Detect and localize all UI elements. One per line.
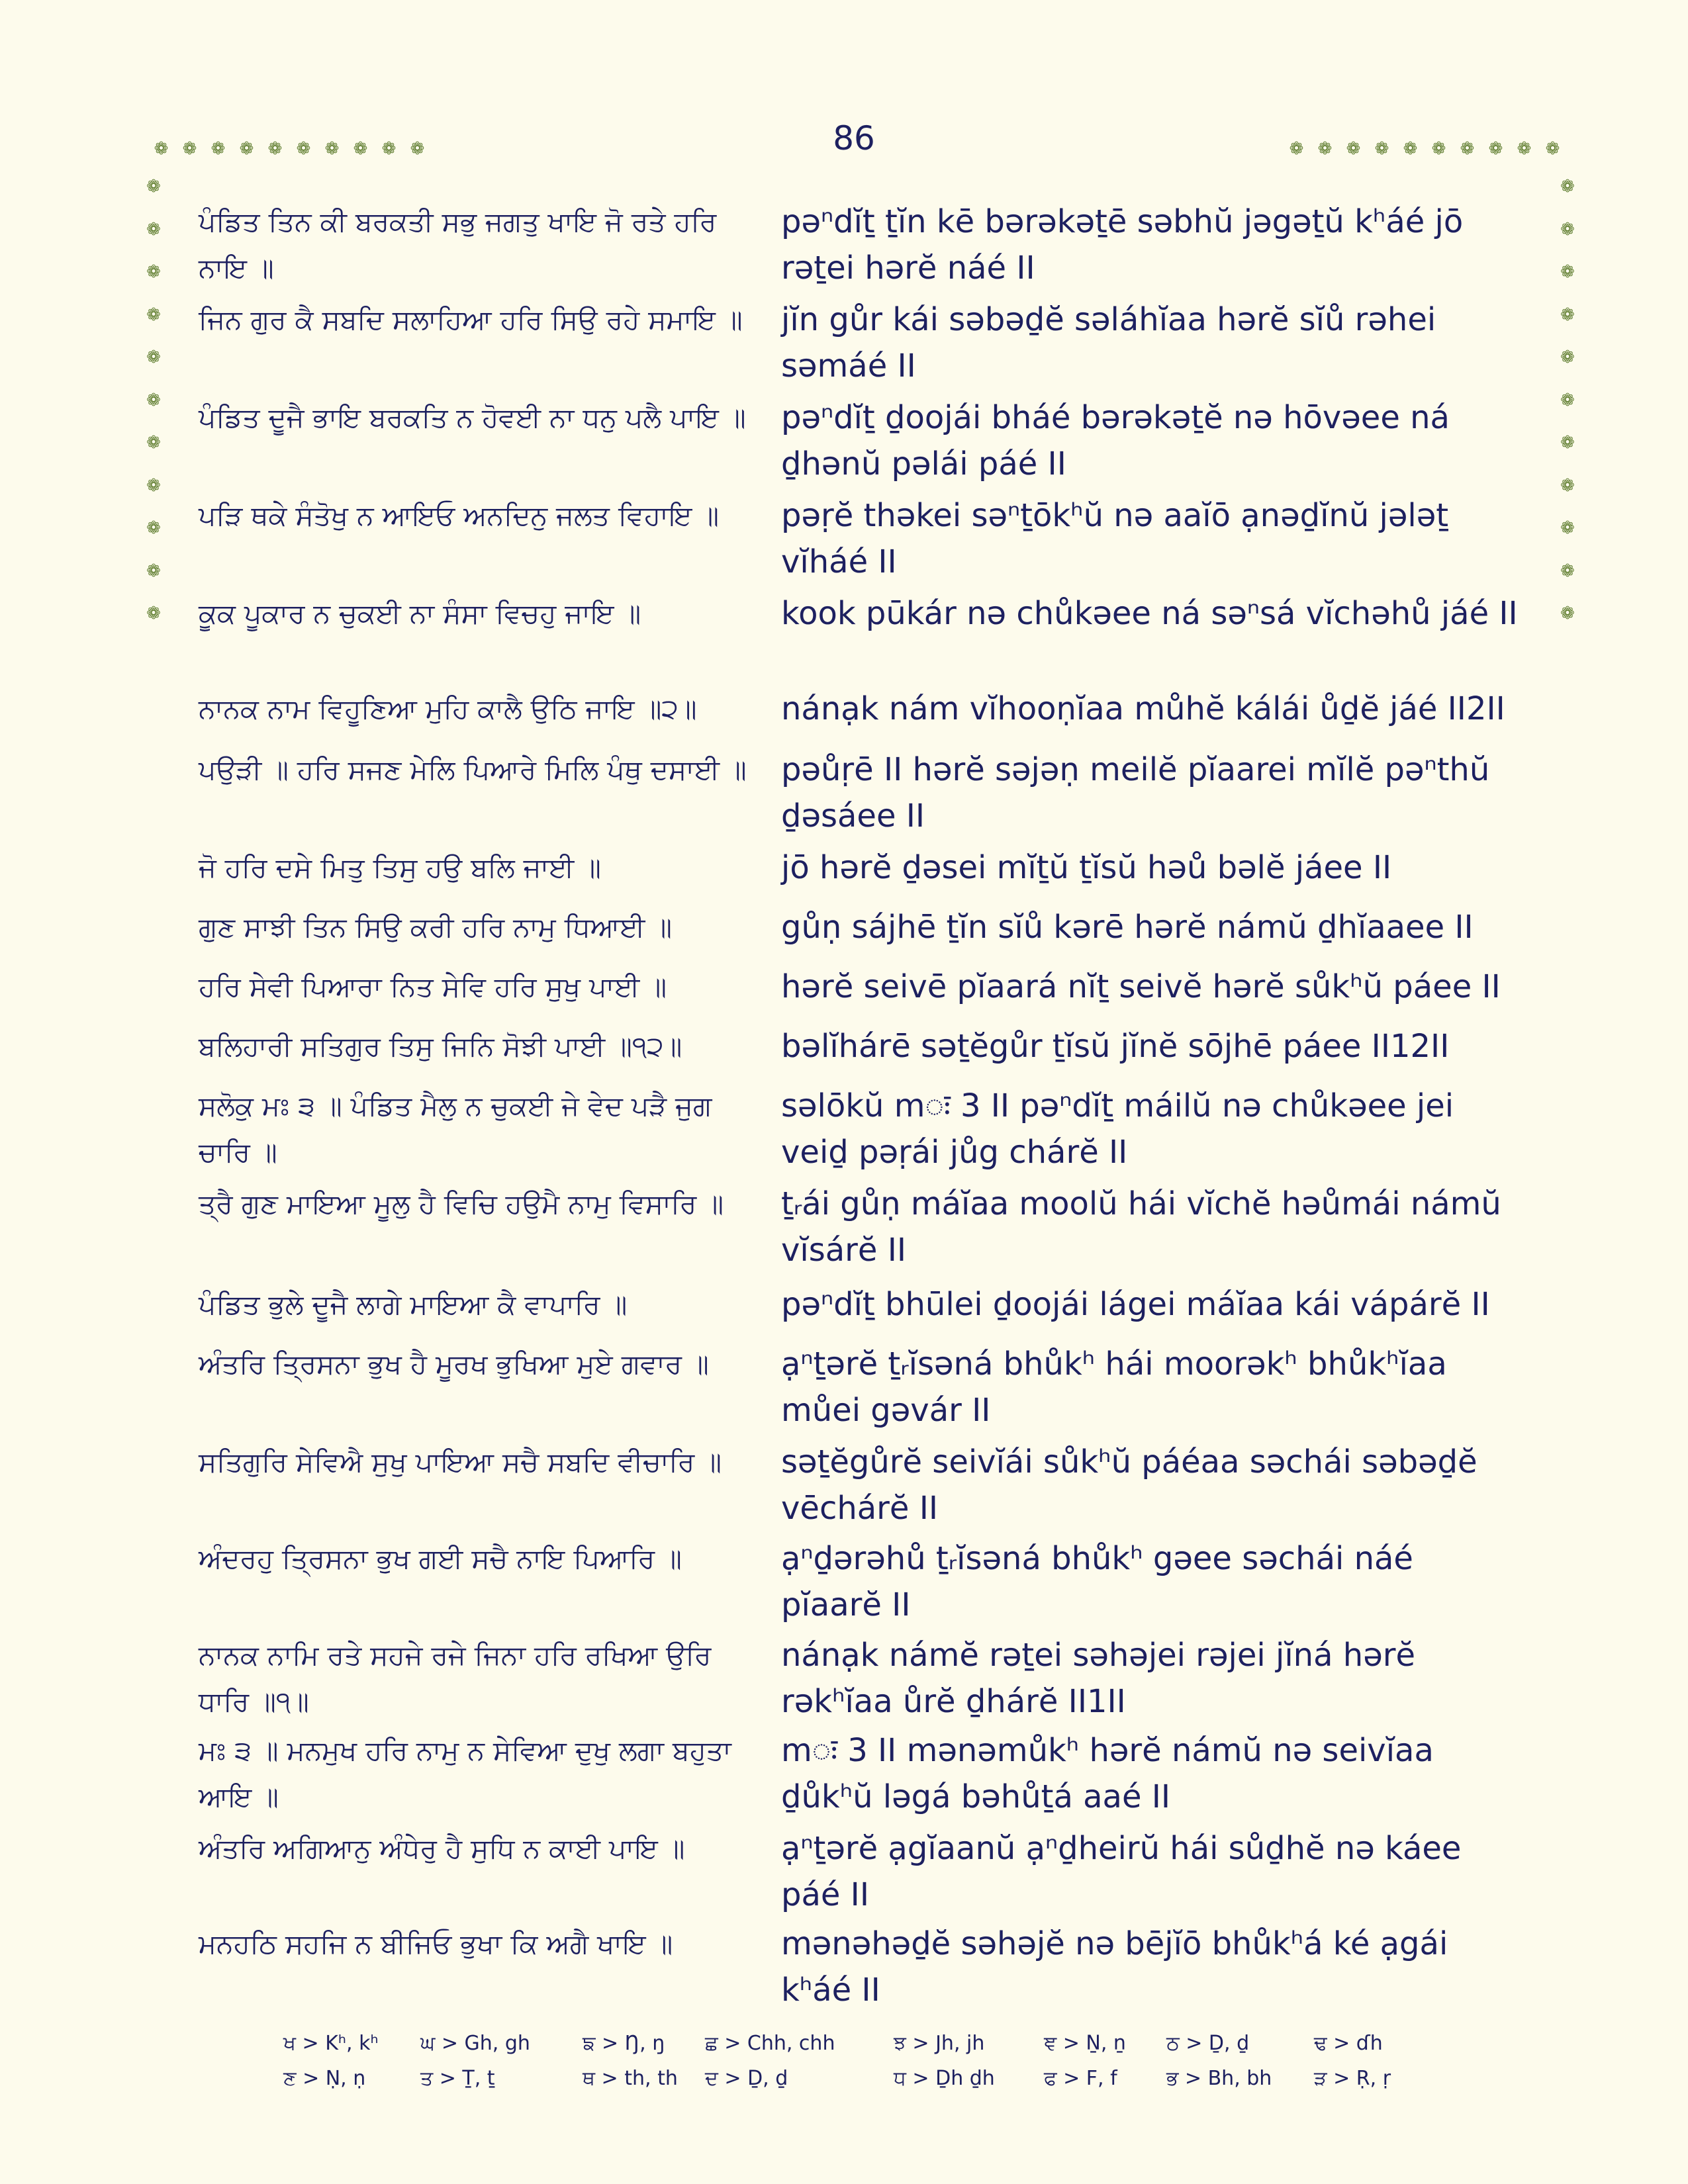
flower-icon: ❁ bbox=[381, 139, 397, 159]
flower-icon: ❁ bbox=[1545, 139, 1560, 159]
transliteration-line: ạⁿṯərĕ ạgĭaanŭ ạⁿḏheirŭ hái sůḏhĕ nə káee páé II bbox=[781, 1830, 1462, 1913]
gurmukhi-line: ਨਾਨਕ ਨਾਮਿ ਰਤੇ ਸਹਜੇ ਰਜੇ ਜਿਨਾ ਹਰਿ ਰਖਿਆ ਉਰਿ ਧਾਰਿ ॥੧॥ bbox=[199, 1639, 712, 1717]
flower-icon: ❁ bbox=[1560, 177, 1575, 197]
ornament-border-right bbox=[1554, 165, 1581, 635]
gurmukhi-line: ਸਤਿਗੁਰਿ ਸੇਵਿਐ ਸੁਖੁ ਪਾਇਆ ਸਚੈ ਸਬਦਿ ਵੀਚਾਰਿ ॥ bbox=[199, 1446, 722, 1478]
legend-entry: ਤ > Ṯ, ṯ bbox=[420, 2067, 495, 2090]
flower-icon: ❁ bbox=[1560, 561, 1575, 581]
flower-icon: ❁ bbox=[1317, 139, 1333, 159]
gurmukhi-line: ਗੁਣ ਸਾਝੀ ਤਿਨ ਸਿਉ ਕਰੀ ਹਰਿ ਨਾਮੁ ਧਿਆਈ ॥ bbox=[199, 911, 673, 943]
gurmukhi-line: ਕੂਕ ਪੂਕਾਰ ਨ ਚੁਕਈ ਨਾ ਸੰਸਾ ਵਿਚਹੁ ਜਾਇ ॥ bbox=[199, 598, 641, 629]
transliteration-line: ạⁿṯərĕ ṯᵣĭsəná bhůkʰ hái moorəkʰ bhůkʰĭaa můei gəvár II bbox=[781, 1345, 1447, 1429]
gurmukhi-line: ਸਲੋਕੁ ਮਃ ੩ ॥ ਪੰਡਿਤ ਮੈਲੁ ਨ ਚੁਕਈ ਜੇ ਵੇਦ ਪੜੈ ਜੁਗ ਚਾਰਿ ॥ bbox=[199, 1090, 712, 1168]
flower-icon: ❁ bbox=[324, 139, 340, 159]
transliteration-line: ạⁿḏərəhů ṯᵣĭsəná bhůkʰ gəee səchái náé pĭaarĕ II bbox=[781, 1540, 1413, 1623]
legend-entry: ਥ > th, th bbox=[583, 2067, 678, 2090]
page-number: 86 bbox=[833, 119, 875, 158]
ornament-border-top-right bbox=[1282, 136, 1567, 162]
flower-icon: ❁ bbox=[146, 390, 161, 410]
transliteration-line: bəlĭhárē səṯĕgůr ṯĭsŭ jĭnĕ sōjhē páee II12II bbox=[781, 1028, 1450, 1065]
transliteration-key bbox=[283, 2032, 1475, 2102]
flower-icon: ❁ bbox=[146, 219, 161, 240]
flower-icon: ❁ bbox=[1560, 304, 1575, 325]
transliteration-line: ṯᵣái gůṇ máĭaa moolŭ hái vĭchĕ həůmái námŭ vĭsárĕ II bbox=[781, 1185, 1501, 1269]
transliteration-line: pəⁿdĭṯ ṯĭn kē bərəkəṯē səbhŭ jəgəṯŭ kʰáé jō rəṯei hərĕ náé II bbox=[781, 203, 1464, 287]
gurmukhi-line: ਤ੍ਰੈ ਗੁਣ ਮਾਇਆ ਮੂਲੁ ਹੈ ਵਿਚਿ ਹਉਮੈ ਨਾਮੁ ਵਿਸਾਰਿ ॥ bbox=[199, 1188, 724, 1220]
transliteration-line: nánạk námĕ rəṯei səhəjei rəjei jĭná hərĕ rəkʰĭaa ůrĕ ḏhárĕ II1II bbox=[781, 1637, 1415, 1720]
legend-entry: ਢ > ɗh bbox=[1314, 2032, 1383, 2055]
gurmukhi-line: ਅੰਤਰਿ ਅਗਿਆਨੁ ਅੰਧੇਰੁ ਹੈ ਸੁਧਿ ਨ ਕਾਈ ਪਾਇ ॥ bbox=[199, 1833, 685, 1864]
legend-entry: ਣ > Ṇ, ṇ bbox=[283, 2067, 366, 2090]
flower-icon: ❁ bbox=[267, 139, 283, 159]
gurmukhi-line: ਪੜਿ ਥਕੇ ਸੰਤੋਖੁ ਨ ਆਇਓ ਅਨਦਿਨੁ ਜਲਤ ਵਿਹਾਇ ॥ bbox=[199, 500, 720, 531]
transliteration-line: nánạk nám vĭhooṇĭaa můhĕ kálái ůḏĕ jáé II2II bbox=[781, 690, 1505, 727]
transliteration-line: səlōkŭ mः 3 II pəⁿdĭṯ máilŭ nə chůkəee jei veiḏ pəṛái jůg chárĕ II bbox=[781, 1087, 1454, 1171]
transliteration-line: pəṛĕ thəkei səⁿṯōkʰŭ nə aaĭō ạnəḏĭnŭ jələṯ vĭháé II bbox=[781, 497, 1449, 580]
legend-entry: ੜ > Ṛ, ṛ bbox=[1314, 2067, 1391, 2090]
legend-entry: ਫ > F, f bbox=[1044, 2067, 1117, 2090]
legend-entry: ਙ > Ŋ, ŋ bbox=[583, 2032, 665, 2055]
gurmukhi-line: ਨਾਨਕ ਨਾਮ ਵਿਹੂਣਿਆ ਮੁਹਿ ਕਾਲੈ ਉਠਿ ਜਾਇ ॥੨॥ bbox=[199, 693, 697, 725]
flower-icon: ❁ bbox=[1346, 139, 1361, 159]
flower-icon: ❁ bbox=[146, 304, 161, 325]
flower-icon: ❁ bbox=[239, 139, 254, 159]
flower-icon: ❁ bbox=[1460, 139, 1475, 159]
transliteration-line: pəⁿdĭṯ bhūlei ḏoojái lágei máĭaa kái vápárĕ II bbox=[781, 1286, 1490, 1323]
ornament-border-top-left bbox=[147, 136, 432, 162]
gurmukhi-line: ਜੋ ਹਰਿ ਦਸੇ ਮਿਤੁ ਤਿਸੁ ਹਉ ਬਲਿ ਜਾਈ ॥ bbox=[199, 852, 601, 884]
flower-icon: ❁ bbox=[1289, 139, 1304, 159]
flower-icon: ❁ bbox=[296, 139, 311, 159]
flower-icon: ❁ bbox=[1403, 139, 1418, 159]
transliteration-line: pəůṛē II hərĕ səjəṇ meilĕ pĭaarei mĭlĕ pəⁿthŭ ḏəsáee II bbox=[781, 751, 1490, 835]
transliteration-line: pəⁿdĭṯ ḏoojái bháé bərəkəṯĕ nə hōvəee ná ḏhənŭ pəlái páé II bbox=[781, 399, 1450, 482]
flower-icon: ❁ bbox=[1560, 475, 1575, 496]
transliteration-line: jĭn gůr kái səbəḏĕ səláhĭaa hərĕ sĭů rəhei səmáé II bbox=[781, 301, 1436, 385]
flower-icon: ❁ bbox=[146, 262, 161, 283]
gurmukhi-line: ਹਰਿ ਸੇਵੀ ਪਿਆਰਾ ਨਿਤ ਸੇਵਿ ਹਰਿ ਸੁਖੁ ਪਾਈ ॥ bbox=[199, 971, 667, 1003]
flower-icon: ❁ bbox=[146, 561, 161, 581]
flower-icon: ❁ bbox=[1560, 433, 1575, 453]
flower-icon: ❁ bbox=[146, 347, 161, 368]
ornament-border-left bbox=[140, 165, 167, 635]
legend-row bbox=[283, 2032, 1475, 2067]
flower-icon: ❁ bbox=[1517, 139, 1532, 159]
gurmukhi-line: ਪਉੜੀ ॥ ਹਰਿ ਸਜਣ ਮੇਲਿ ਪਿਆਰੇ ਮਿਲਿ ਪੰਥੁ ਦਸਾਈ ॥ bbox=[199, 754, 747, 786]
legend-entry: ਝ > Jh, jh bbox=[894, 2032, 985, 2055]
transliteration-line: mənəhəḏĕ səhəjĕ nə bējĭō bhůkʰá ké ạgái kʰáé II bbox=[781, 1925, 1448, 2009]
flower-icon: ❁ bbox=[1560, 518, 1575, 539]
legend-entry: ਠ > Ḏ, ḏ bbox=[1166, 2032, 1250, 2055]
gurmukhi-line: ਪੰਡਿਤ ਤਿਨ ਕੀ ਬਰਕਤੀ ਸਭੁ ਜਗਤੁ ਖਾਇ ਜੋ ਰਤੇ ਹਰਿ ਨਾਇ ॥ bbox=[199, 206, 717, 284]
gurmukhi-line: ਮਃ ੩ ॥ ਮਨਮੁਖ ਹਰਿ ਨਾਮੁ ਨ ਸੇਵਿਆ ਦੁਖੁ ਲਗਾ ਬਹੁਤਾ ਆਇ ॥ bbox=[199, 1735, 731, 1813]
transliteration-line: səṯĕgůrĕ seivĭái sůkʰŭ páéaa səchái səbəḏĕ vēchárĕ II bbox=[781, 1443, 1477, 1527]
gurmukhi-line: ਅੰਦਰਹੁ ਤ੍ਰਿਸਨਾ ਭੁਖ ਗਈ ਸਚੈ ਨਾਇ ਪਿਆਰਿ ॥ bbox=[199, 1543, 682, 1574]
flower-icon: ❁ bbox=[211, 139, 226, 159]
flower-icon: ❁ bbox=[146, 475, 161, 496]
flower-icon: ❁ bbox=[1560, 604, 1575, 624]
transliteration-line: mः 3 II mənəmůkʰ hərĕ námŭ nə seivĭaa ḏůkʰŭ ləgá bəhůṯá aaé II bbox=[781, 1732, 1434, 1815]
gurmukhi-line: ਪੰਡਿਤ ਦੂਜੈ ਭਾਇ ਬਰਕਤਿ ਨ ਹੋਵਈ ਨਾ ਧਨੁ ਪਲੈ ਪਾਇ ॥ bbox=[199, 402, 746, 433]
flower-icon: ❁ bbox=[1560, 219, 1575, 240]
flower-icon: ❁ bbox=[1560, 347, 1575, 368]
flower-icon: ❁ bbox=[154, 139, 169, 159]
flower-icon: ❁ bbox=[146, 518, 161, 539]
flower-icon: ❁ bbox=[1374, 139, 1389, 159]
transliteration-line: kook pūkár nə chůkəee ná səⁿsá vĭchəhů jáé II bbox=[781, 595, 1518, 632]
flower-icon: ❁ bbox=[1488, 139, 1503, 159]
flower-icon: ❁ bbox=[146, 433, 161, 453]
legend-entry: ਧ > Ḏh ḏh bbox=[894, 2067, 995, 2090]
gurmukhi-line: ਅੰਤਰਿ ਤ੍ਰਿਸਨਾ ਭੁਖ ਹੈ ਮੂਰਖ ਭੁਖਿਆ ਮੁਏ ਗਵਾਰ ॥ bbox=[199, 1348, 709, 1380]
transliteration-line: jō hərĕ ḏəsei mĭṯŭ ṯĭsŭ həů bəlĕ jáee II bbox=[781, 849, 1392, 886]
flower-icon: ❁ bbox=[146, 604, 161, 624]
gurmukhi-line: ਜਿਨ ਗੁਰ ਕੈ ਸਬਦਿ ਸਲਾਹਿਆ ਹਰਿ ਸਿਉ ਰਹੇ ਸਮਾਇ ॥ bbox=[199, 304, 743, 336]
gurmukhi-line: ਬਲਿਹਾਰੀ ਸਤਿਗੁਰ ਤਿਸੁ ਜਿਨਿ ਸੋਝੀ ਪਾਈ ॥੧੨॥ bbox=[199, 1030, 682, 1062]
gurmukhi-line: ਪੰਡਿਤ ਭੁਲੇ ਦੂਜੈ ਲਾਗੇ ਮਾਇਆ ਕੈ ਵਾਪਾਰਿ ॥ bbox=[199, 1289, 628, 1320]
legend-entry: ਖ > Kʰ, kʰ bbox=[283, 2032, 379, 2055]
transliteration-line: hərĕ seivē pĭaará nĭṯ seivĕ hərĕ sůkʰŭ páee II bbox=[781, 968, 1501, 1005]
flower-icon: ❁ bbox=[1560, 390, 1575, 410]
flower-icon: ❁ bbox=[1431, 139, 1446, 159]
flower-icon: ❁ bbox=[410, 139, 425, 159]
transliteration-line: gůṇ sájhē ṯĭn sĭů kərē hərĕ námŭ ḏhĭaaee II bbox=[781, 909, 1474, 946]
flower-icon: ❁ bbox=[353, 139, 368, 159]
flower-icon: ❁ bbox=[1560, 262, 1575, 283]
legend-entry: ਛ > Chh, chh bbox=[705, 2032, 835, 2055]
legend-entry: ਦ > Ḏ, ḏ bbox=[705, 2067, 788, 2090]
legend-entry: ਘ > Gh, gh bbox=[420, 2032, 530, 2055]
legend-entry: ਭ > Bh, bh bbox=[1166, 2067, 1272, 2090]
gurmukhi-line: ਮਨਹਠਿ ਸਹਜਿ ਨ ਬੀਜਿਓ ਭੁਖਾ ਕਿ ਅਗੈ ਖਾਇ ॥ bbox=[199, 1928, 673, 1960]
flower-icon: ❁ bbox=[182, 139, 197, 159]
flower-icon: ❁ bbox=[146, 177, 161, 197]
legend-entry: ਞ > Ṉ, ṉ bbox=[1044, 2032, 1126, 2055]
legend-row bbox=[283, 2067, 1475, 2102]
